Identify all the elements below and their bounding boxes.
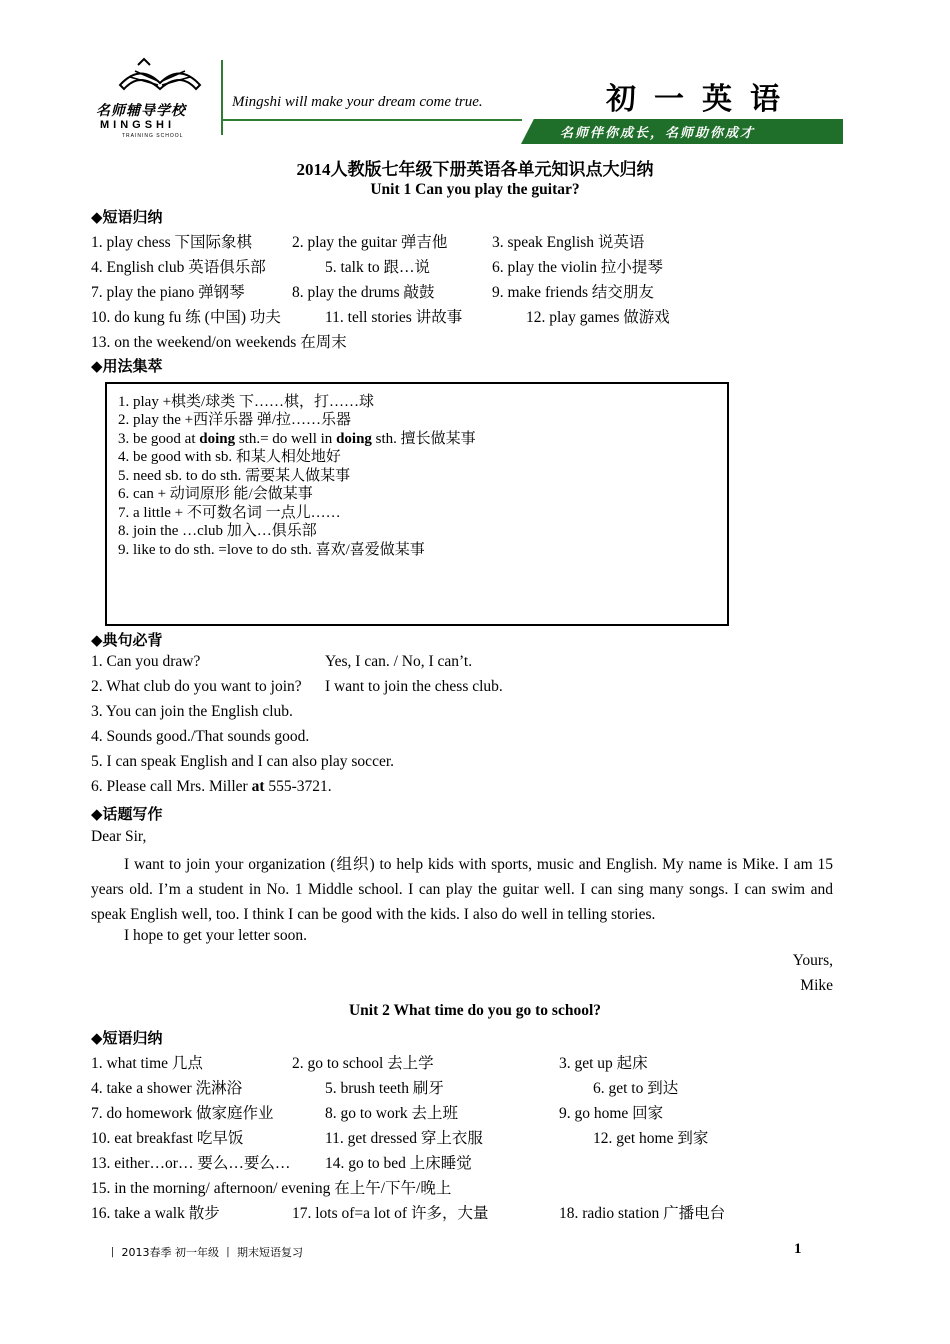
list-item: 1. play chess 下国际象棋 <box>91 234 253 251</box>
list-item: 2. go to school 去上学 <box>292 1055 434 1072</box>
unit2-title: Unit 2 What time do you go to school? <box>348 1002 602 1019</box>
unit2-phrases-heading: ◆短语归纳 <box>91 1029 163 1047</box>
list-item: 9. make friends 结交朋友 <box>492 284 654 301</box>
usage-item: 7. a little + 不可数名词 一点儿…… <box>118 505 341 521</box>
list-item: 7. do homework 做家庭作业 <box>91 1105 274 1122</box>
usage-item: 9. like to do sth. =love to do sth. 喜欢/喜爱做某事 <box>118 542 425 558</box>
usage-item: 6. can + 动词原形 能/会做某事 <box>118 486 313 502</box>
sentence: 5. I can speak English and I can also play soccer. <box>91 753 395 770</box>
header-title: 初一英语 <box>606 82 798 117</box>
usage-item: 1. play +棋类/球类 下……棋，打……球 <box>118 394 374 410</box>
usage-item-3: 3. be good at doing sth.= do well in doing sth. 擅长做某事 <box>118 431 476 447</box>
unit1-sentences-heading: ◆典句必背 <box>91 631 163 649</box>
list-item: 18. radio station 广播电台 <box>559 1205 726 1222</box>
list-item: 13. on the weekend/on weekends 在周末 <box>91 334 347 351</box>
list-item: 2. play the guitar 弹吉他 <box>292 234 448 251</box>
list-item: 4. English club 英语俱乐部 <box>91 259 266 276</box>
header-slogan-cn: 名师伴你成长，名师助你成才 <box>560 126 756 141</box>
list-item: 6. get to 到达 <box>593 1080 679 1097</box>
list-item: 15. in the morning/ afternoon/ evening 在上午/下午/晚上 <box>91 1180 452 1197</box>
page-footer: 丨 2013春季 初一年级 丨 期末短语复习 <box>107 1246 303 1259</box>
header-divider <box>221 60 223 135</box>
sentence: 1. Can you draw? <box>91 653 201 670</box>
list-item: 3. speak English 说英语 <box>492 234 645 251</box>
sentence-answer: Yes, I can. / No, I can’t. <box>325 653 473 670</box>
letter-sign-name: Mike <box>800 977 833 994</box>
sentence-6: 6. Please call Mrs. Miller at 555-3721. <box>91 778 332 795</box>
list-item: 10. eat breakfast 吃早饭 <box>91 1130 244 1147</box>
list-item: 8. play the drums 敲鼓 <box>292 284 435 301</box>
list-item: 12. play games 做游戏 <box>526 309 670 326</box>
logo-en-text: MINGSHI <box>100 119 176 131</box>
header-slogan-en: Mingshi will make your dream come true. <box>232 94 483 110</box>
list-item: 10. do kung fu 练 (中国) 功夫 <box>91 309 281 326</box>
list-item: 7. play the piano 弹钢琴 <box>91 284 245 301</box>
list-item: 14. go to bed 上床睡觉 <box>325 1155 472 1172</box>
letter-body: I want to join your organization (组织) to help kids with sports, music and English. My name is Mike. I am 15 years old. I’m a student in No. 1 Middle school. I can play the guitar well. I can sing many songs. I can swim and speak English well, too. I think I can be good with the kids. I also do well in telling stories. <box>91 856 833 923</box>
doc-title: 2014人教版七年级下册英语各单元知识点大归纳 <box>296 160 654 179</box>
logo-sub-text: TRAINING SCHOOL <box>122 133 184 139</box>
page-number: 1 <box>794 1241 802 1257</box>
list-item: 16. take a walk 散步 <box>91 1205 220 1222</box>
list-item: 3. get up 起床 <box>559 1055 648 1072</box>
sentence: 3. You can join the English club. <box>91 703 293 720</box>
unit1-title: Unit 1 Can you play the guitar? <box>370 181 580 198</box>
letter-greeting: Dear Sir, <box>91 828 147 845</box>
usage-item: 8. join the …club 加入…俱乐部 <box>118 523 317 539</box>
unit1-usage-heading: ◆用法集萃 <box>91 357 163 375</box>
list-item: 1. what time 几点 <box>91 1055 203 1072</box>
logo-cn-text: 名师辅导学校 <box>96 103 186 119</box>
header-rule <box>222 119 522 121</box>
unit1-phrases-heading: ◆短语归纳 <box>91 208 163 226</box>
unit1-writing-heading: ◆话题写作 <box>91 805 163 823</box>
list-item: 6. play the violin 拉小提琴 <box>492 259 663 276</box>
sentence: 2. What club do you want to join? <box>91 678 302 695</box>
list-item: 5. talk to 跟…说 <box>325 259 431 276</box>
letter-closing: I hope to get your letter soon. <box>124 927 307 944</box>
list-item: 4. take a shower 洗淋浴 <box>91 1080 243 1097</box>
list-item: 11. tell stories 讲故事 <box>325 309 463 326</box>
usage-item: 2. play the +西洋乐器 弹/拉……乐器 <box>118 412 352 428</box>
list-item: 5. brush teeth 刷牙 <box>325 1080 444 1097</box>
list-item: 12. get home 到家 <box>593 1130 709 1147</box>
list-item: 9. go home 回家 <box>559 1105 664 1122</box>
list-item: 13. either…or… 要么…要么… <box>91 1155 291 1172</box>
sentence: 4. Sounds good./That sounds good. <box>91 728 310 745</box>
usage-item: 5. need sb. to do sth. 需要某人做某事 <box>118 468 351 484</box>
list-item: 11. get dressed 穿上衣服 <box>325 1130 483 1147</box>
letter-sign-yours: Yours, <box>792 952 833 969</box>
list-item: 8. go to work 去上班 <box>325 1105 459 1122</box>
sentence-answer: I want to join the chess club. <box>325 678 503 695</box>
list-item: 17. lots of=a lot of 许多，大量 <box>292 1205 489 1222</box>
usage-item: 4. be good with sb. 和某人相处地好 <box>118 449 341 465</box>
